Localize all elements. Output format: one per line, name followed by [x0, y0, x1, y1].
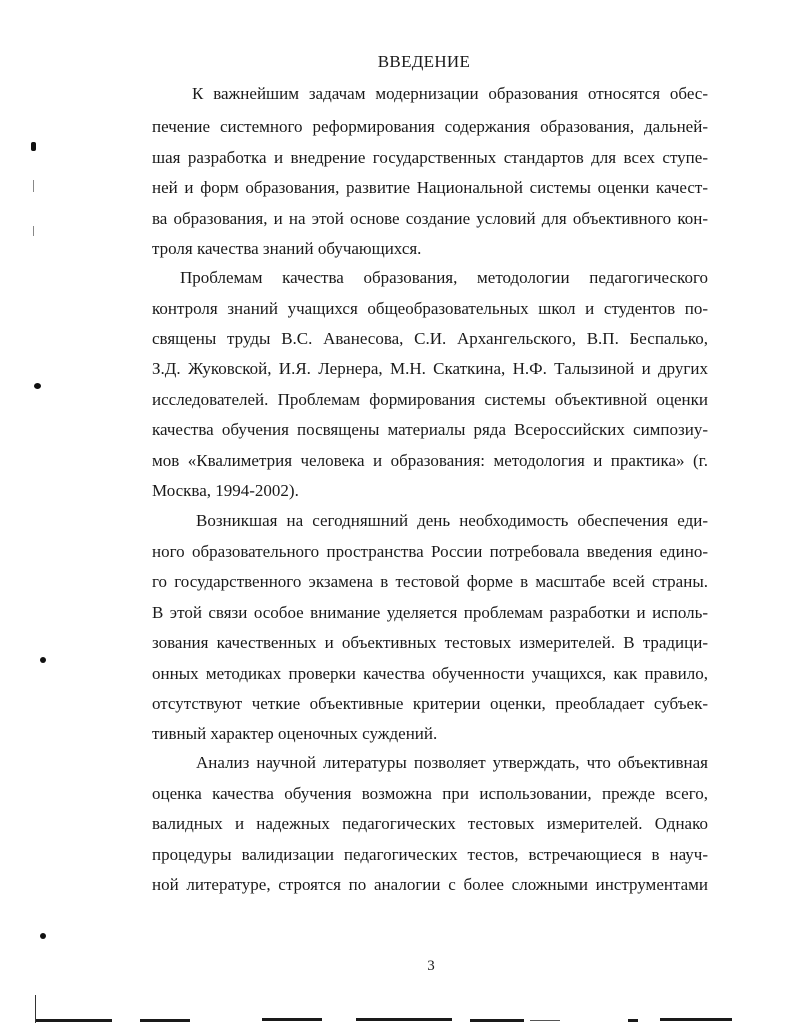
scan-line-1: [33, 180, 34, 192]
text-line: ва образования, и на этой основе создание условий для объективного кон-: [152, 209, 708, 228]
text-line: Возникшая на сегодняшний день необходимость обеспечения еди-: [196, 511, 708, 530]
text-line: ней и форм образования, развитие Национальной системы оценки качест-: [152, 178, 708, 197]
text-line: шая разработка и внедрение государственных стандартов для всех ступе-: [152, 148, 708, 167]
text-line: Анализ научной литературы позволяет утверждать, что объективная: [196, 753, 708, 772]
scan-edge-2: [140, 1019, 190, 1022]
text-line: печение системного реформирования содержания образования, дальней-: [152, 117, 708, 136]
scan-edge-3: [262, 1018, 322, 1021]
text-line: К важнейшим задачам модернизации образования относятся обес-: [192, 84, 708, 103]
scan-edge-1: [36, 1019, 112, 1022]
scan-mark-4: [40, 933, 46, 939]
text-line: зования качественных и объективных тестовых измерителей. В традици-: [152, 633, 708, 652]
text-line: го государственного экзамена в тестовой форме в масштабе всей страны.: [152, 572, 708, 591]
text-line: исследователей. Проблемам формирования системы объективной оценки: [152, 390, 708, 409]
scan-mark-3: [40, 657, 46, 663]
text-line: троля качества знаний обучающихся.: [152, 239, 422, 258]
scan-edge-7: [660, 1018, 732, 1021]
page-number: 3: [427, 958, 435, 974]
scan-edge-8: [530, 1020, 560, 1021]
text-line: священы труды В.С. Аванесова, С.И. Архангельского, В.П. Беспалько,: [152, 329, 708, 348]
scan-edge-5: [470, 1019, 524, 1022]
text-line: З.Д. Жуковской, И.Я. Лернера, М.Н. Скаткина, Н.Ф. Талызиной и других: [152, 359, 708, 378]
text-line: ного образовательного пространства России потребовала введения едино-: [152, 542, 708, 561]
scan-mark-2: [34, 383, 41, 389]
scan-line-2: [33, 226, 34, 236]
text-line: контроля знаний учащихся общеобразовательных школ и студентов по-: [152, 299, 708, 318]
text-line: отсутствуют четкие объективные критерии оценки, преобладает субъек-: [152, 694, 708, 713]
text-line: онных методиках проверки качества обученности учащихся, как правило,: [152, 664, 708, 683]
scan-edge-4: [356, 1018, 452, 1021]
text-line: оценка качества обучения возможна при использовании, прежде всего,: [152, 784, 708, 803]
text-line: качества обучения посвящены материалы ряда Всероссийских симпозиу-: [152, 420, 708, 439]
text-line: процедуры валидизации педагогических тестов, встречающиеся в науч-: [152, 845, 708, 864]
text-line: мов «Квалиметрия человека и образования: методология и практика» (г.: [152, 451, 708, 470]
scan-mark-1: [31, 142, 36, 151]
section-heading: ВВЕДЕНИЕ: [377, 52, 471, 71]
text-line: тивный характер оценочных суждений.: [152, 724, 438, 743]
text-line: Москва, 1994-2002).: [152, 481, 299, 500]
text-line: Проблемам качества образования, методологии педагогического: [180, 268, 708, 287]
scan-edge-6: [628, 1019, 638, 1022]
text-line: валидных и надежных педагогических тестовых измерителей. Однако: [152, 814, 708, 833]
text-line: В этой связи особое внимание уделяется проблемам разработки и исполь-: [152, 603, 708, 622]
text-line: ной литературе, строятся по аналогии с более сложными инструментами: [152, 875, 708, 894]
